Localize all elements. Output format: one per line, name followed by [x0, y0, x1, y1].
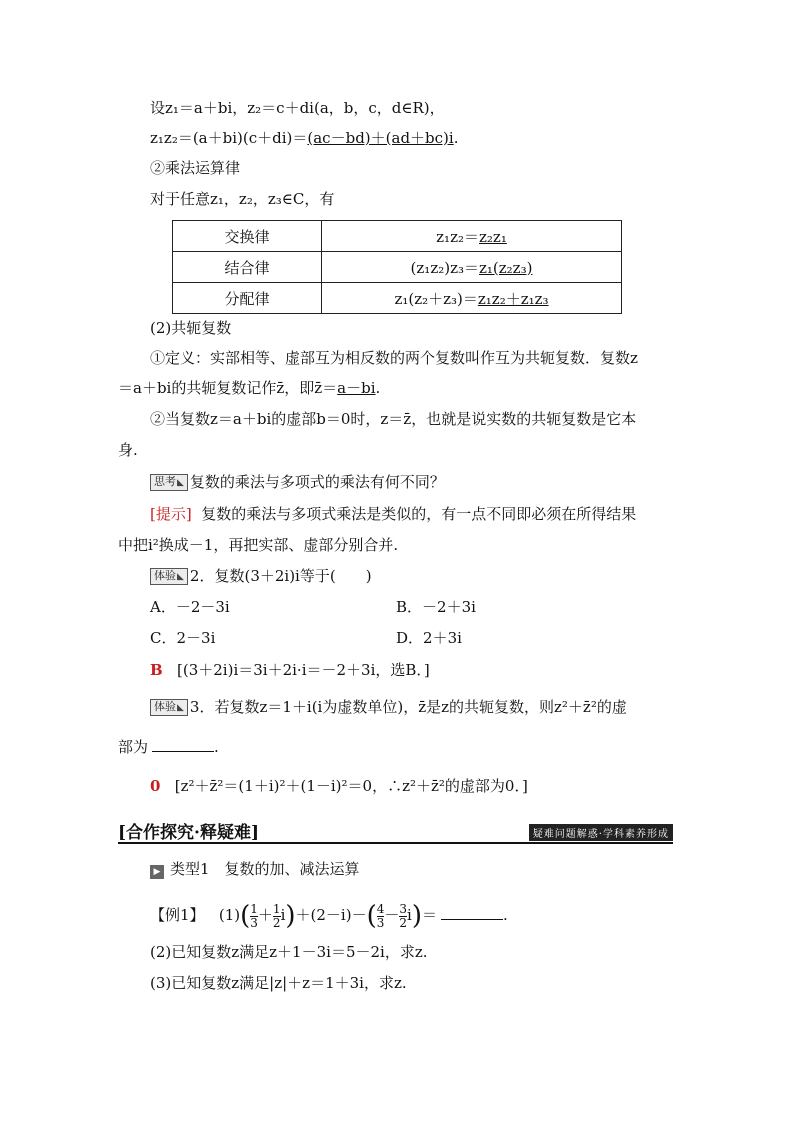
think-question: 思考 ◣ 复数的乘法与多项式的乘法有何不同？ — [150, 472, 445, 492]
example-1-part-3: (3)已知复数z满足|z|＋z＝1＋3i，求z. — [150, 974, 407, 992]
law-name: 交换律 — [173, 221, 322, 252]
answer-blank — [441, 905, 503, 920]
question-2: 体验 ◣ 2．复数(3＋2i)i等于( ) — [150, 566, 372, 586]
hint-continued: 中把i²换成－1，再把实部、虚部分别合并. — [118, 536, 399, 554]
answer-2: B [(3＋2i)i＝3i＋2i·i＝－2＋3i，选B．] — [150, 661, 430, 679]
section-subtitle: 疑难问题解惑·学科素养形成 — [529, 824, 673, 841]
try-tag: 体验 ◣ — [150, 699, 188, 716]
answer-3: 0 [z²＋z̄²＝(1＋i)²＋(1－i)²＝0，∴z²＋z̄²的虚部为0．] — [150, 777, 528, 795]
law-name: 分配律 — [173, 283, 322, 314]
law-formula: (z₁z₂)z₃＝z₁(z₂z₃) — [322, 252, 622, 283]
fraction: $\frac{3}{2}$ — [399, 901, 408, 930]
section-title: [合作探究·释疑难] — [118, 823, 260, 843]
law-formula: z₁z₂＝z₂z₁ — [322, 221, 622, 252]
fraction: $\frac{1}{3}$ — [250, 901, 258, 930]
option-b: B．－2＋3i — [396, 598, 476, 616]
think-tag: 思考 ◣ — [150, 474, 188, 491]
formula-answer: (ac－bd)＋(ad＋bc)i — [307, 129, 454, 147]
answer-blank — [152, 737, 214, 752]
example-1-part-2: (2)已知复数z满足z＋1－3i＝5－2i，求z. — [150, 943, 428, 961]
fraction: $\frac{1}{2}$ — [272, 901, 281, 930]
option-c: C．2－3i — [150, 629, 216, 647]
option-d: D．2＋3i — [396, 629, 462, 647]
table-row — [173, 221, 622, 252]
law-formula: z₁(z₂＋z₃)＝z₁z₂＋z₁z₃ — [322, 283, 622, 314]
question-3-continued: 部为 . — [118, 738, 219, 756]
law-name: 结合律 — [173, 252, 322, 283]
conjugate-real: ②当复数z＝a＋bi的虚部b＝0时，z＝z̄，也就是说实数的共轭复数是它本 — [150, 410, 637, 428]
question-3: 体验 ◣ 3．若复数z＝1＋i(i为虚数单位)，z̄是z的共轭复数，则z²＋z̄²的虚 — [150, 697, 627, 717]
formula-end: . — [453, 129, 459, 147]
type-label: ▶ 类型1 复数的加、减法运算 — [150, 859, 360, 879]
fraction: $\frac{4}{3}$ — [376, 901, 385, 930]
answer-2-letter: B — [150, 661, 163, 679]
table-row — [173, 252, 622, 283]
conjugate-definition: ①定义：实部相等、虚部互为相反数的两个复数叫作互为共轭复数．复数z — [150, 349, 638, 367]
multiplication-definition: 设z₁＝a＋bi，z₂＝c＋di(a，b，c，d∈R)， — [150, 99, 445, 117]
law-intro: 对于任意z₁，z₂，z₃∈C，有 — [150, 190, 335, 208]
answer-3-value: 0 — [150, 777, 161, 795]
section-header — [118, 818, 673, 844]
hint-label: [提示] — [150, 505, 192, 523]
multiplication-law-table — [172, 220, 622, 314]
example-label: 【例1】 — [150, 906, 205, 924]
multiplication-formula — [150, 128, 458, 148]
option-a: A．－2－3i — [150, 598, 230, 616]
try-tag: 体验 ◣ — [150, 568, 188, 585]
play-icon: ▶ — [150, 865, 164, 879]
example-1: 【例1】 (1)( $\frac{1}{3}$ ＋ $\frac{1}{2}$ i)＋(2－i)－( $\frac{4}{3}$ － $\frac{3}{2}$ i)＝ . — [150, 901, 508, 931]
conjugate-heading: (2)共轭复数 — [150, 319, 232, 337]
table-row — [173, 283, 622, 314]
conjugate-notation: ＝a＋bi的共轭复数记作z̄，即z̄＝a－bi. — [118, 379, 381, 397]
law-heading: ②乘法运算律 — [150, 159, 241, 177]
formula-left: z₁z₂＝(a＋bi)(c＋di)＝ — [150, 129, 308, 147]
hint-line: [提示] 复数的乘法与多项式乘法是类似的，有一点不同即必须在所得结果 — [150, 505, 637, 523]
conjugate-real-end: 身. — [118, 441, 138, 459]
